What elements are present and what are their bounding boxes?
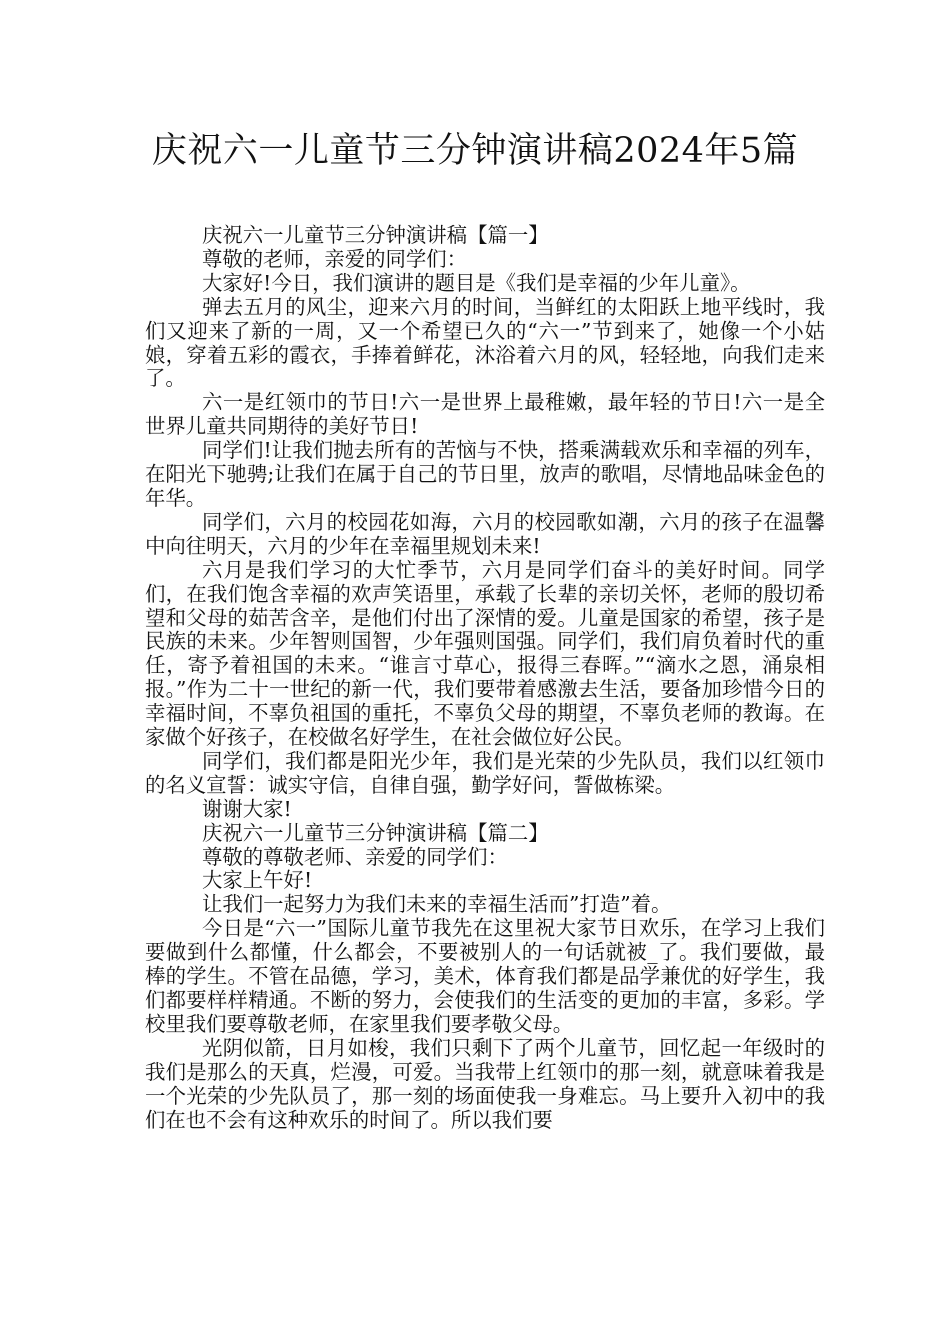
body-paragraph: 同学们!让我们抛去所有的苦恼与不快，搭乘满载欢乐和幸福的列车，在阳光下驰骋;让我们在属于自己的节日里，放声的歌唱，尽情地品味金色的年华。 — [145, 438, 825, 510]
document-title: 庆祝六一儿童节三分钟演讲稿2024年5篇 — [151, 131, 799, 171]
paragraph-greeting-2: 大家上午好! — [202, 868, 313, 893]
paragraph-section-heading-2: 庆祝六一儿童节三分钟演讲稿【篇二】 — [202, 820, 549, 845]
document-body — [145, 224, 825, 1132]
paragraph-thanks: 谢谢大家! — [202, 796, 292, 821]
body-paragraph: 六月是我们学习的大忙季节，六月是同学们奋斗的美好时间。同学们，在我们饱含幸福的欢声笑语里，承载了长辈的亲切关怀，老师的殷切希望和父母的茹苦含辛，是他们付出了深情的爱。儿童是国家的希望，孩子是民族的未来。少年智则国智，少年强则国强。同学们，我们肩负着时代的重任，寄予着祖国的未来。“谁言寸草心，报得三春晖。”“滴水之恩，涌泉相报。”作为二十一世纪的新一代，我们要带着感激去生活，要备加珍惜今日的幸福时间，不辜负祖国的重托，不辜负父母的期望，不辜负老师的教诲。在家做个好孩子，在校做名好学生，在社会做位好公民。 — [145, 557, 825, 750]
body-paragraph: 光阴似箭，日月如梭，我们只剩下了两个儿童节，回忆起一年级时的我们是那么的天真，烂漫，可爱。当我带上红领巾的那一刻，就意味着我是一个光荣的少先队员了，那一刻的场面使我一身难忘。马上要升入初中的我们在也不会有这种欢乐的时间了。所以我们要 — [145, 1035, 825, 1132]
body-paragraph: 同学们，六月的校园花如海，六月的校园歌如潮，六月的孩子在温馨中向往明天，六月的少年在幸福里规划未来! — [145, 509, 825, 558]
body-paragraph: 让我们一起努力为我们未来的幸福生活而”打造”着。 — [202, 892, 672, 917]
body-paragraph: 今日是“六一”国际儿童节我先在这里祝大家节日欢乐，在学习上我们要做到什么都懂，什么都会，不要被别人的一句话就被_了。我们要做，最棒的学生。不管在品德，学习，美术，体育我们都是品学兼优的好学生，我们都要样样精通。不断的努力，会使我们的生活变的更加的丰富，多彩。学校里我们要尊敬老师，在家里我们要孝敬父母。 — [145, 916, 825, 1036]
paragraph-greeting-1: 大家好!今日，我们演讲的题目是《我们是幸福的少年儿童》。 — [202, 270, 751, 295]
paragraph-section-heading-1: 庆祝六一儿童节三分钟演讲稿【篇一】 — [202, 223, 549, 247]
body-paragraph: 六一是红领巾的节日!六一是世界上最稚嫩，最年轻的节日!六一是全世界儿童共同期待的美好节日! — [145, 390, 825, 439]
body-paragraph: 弹去五月的风尘，迎来六月的时间，当鲜红的太阳跃上地平线时，我们又迎来了新的一周，又一个希望已久的“六一”节到来了，她像一个小姑娘，穿着五彩的霞衣，手捧着鲜花，沐浴着六月的风，轻轻地，向我们走来了。 — [145, 294, 825, 391]
paragraph-salutation-1: 尊敬的老师，亲爱的同学们： — [202, 246, 468, 271]
body-paragraph: 同学们，我们都是阳光少年，我们是光荣的少先队员，我们以红领巾的名义宣誓：诚实守信，自律自强，勤学好问，誓做栋梁。 — [145, 748, 825, 797]
paragraph-salutation-2: 尊敬的尊敬老师、亲爱的同学们： — [202, 844, 508, 869]
